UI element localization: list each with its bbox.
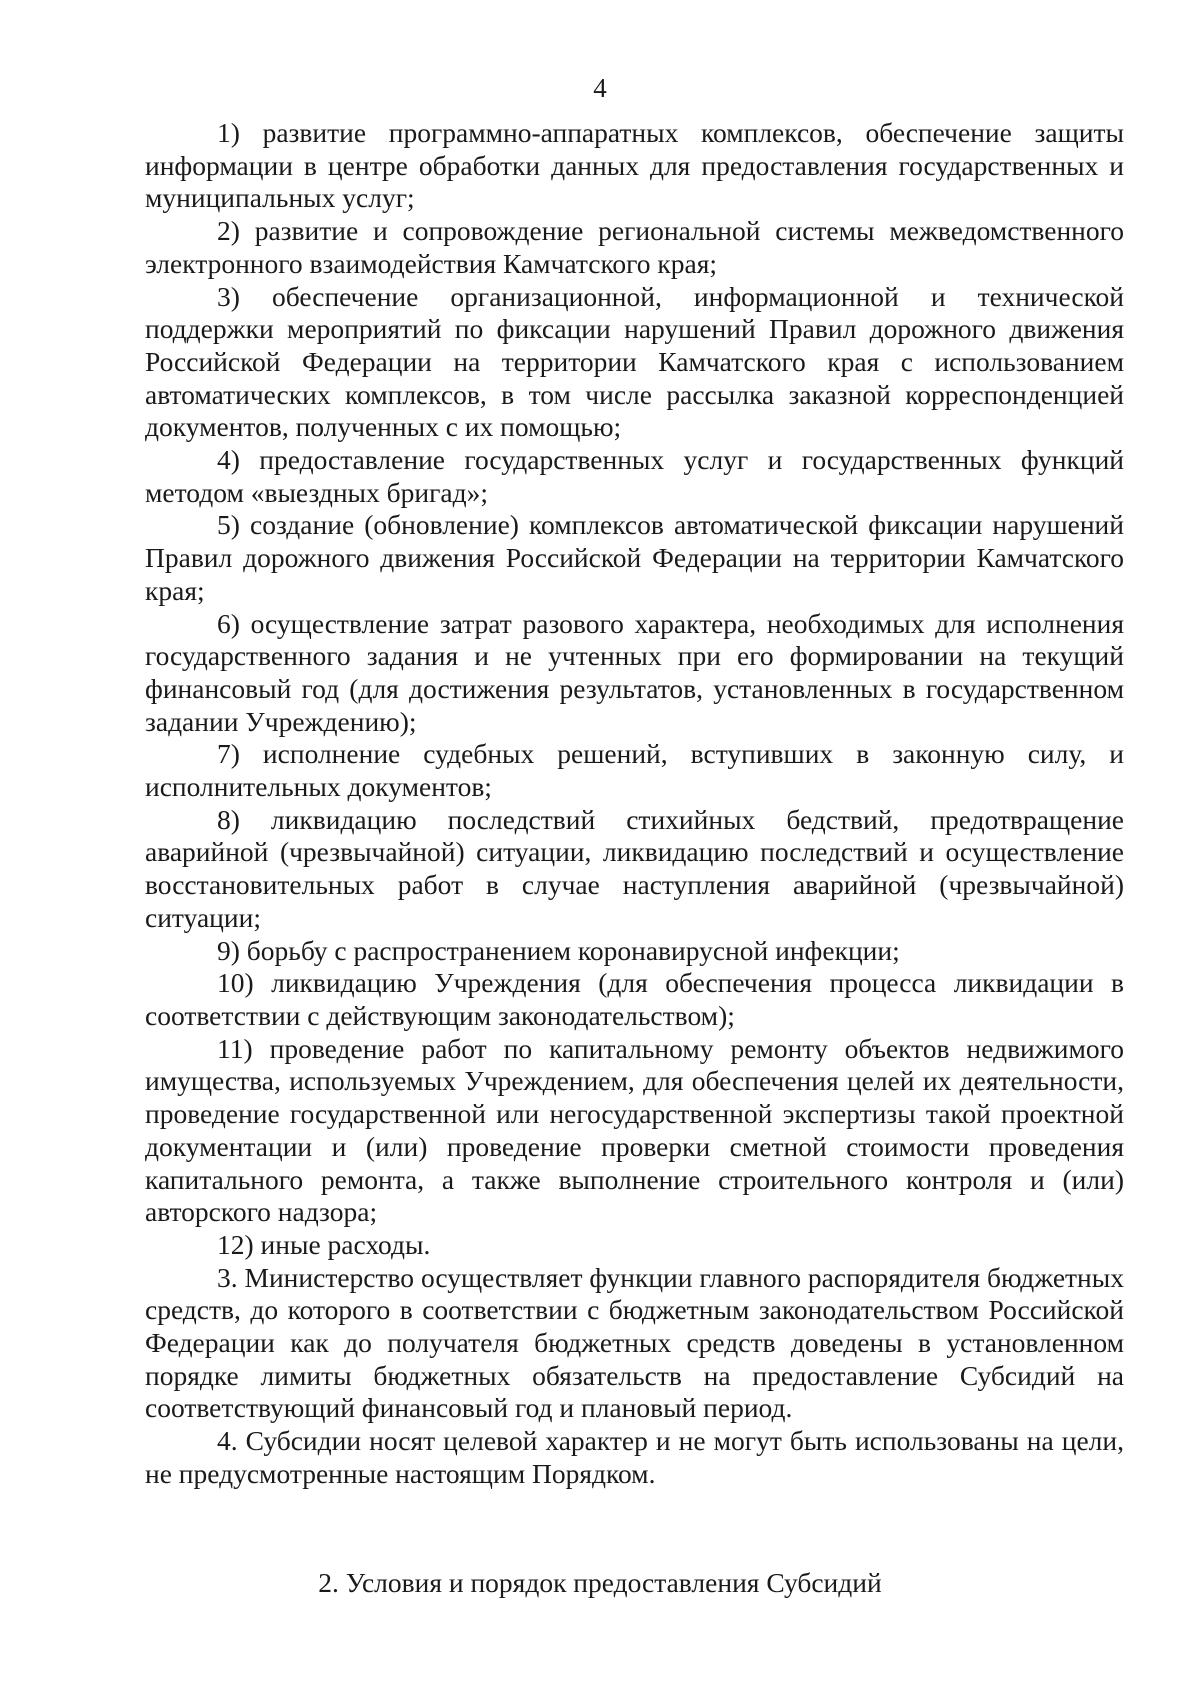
document-body	[145, 117, 1124, 1491]
clause-4: 4. Субсидии носят целевой характер и не могут быть использованы на цели, не предусмотренные настоящим Порядком.	[145, 1425, 1124, 1489]
list-item-2: 2) развитие и сопровождение региональной системы межведомственного электронного взаимодействия Камчатского края;	[145, 215, 1124, 279]
clause-3: 3. Министерство осуществляет функции главного распорядителя бюджетных средств, до которого в соответствии с бюджетным законодательством Российской Федерации как до получателя бюджетных средств доведены в установленном порядке лимиты бюджетных обязательств на предоставление Субсидий на соответствующий финансовый год и плановый период.	[145, 1261, 1124, 1424]
page-number: 4	[593, 73, 607, 103]
list-item-6: 6) осуществление затрат разового характера, необходимых для исполнения государственного задания и не учтенных при его формировании на текущий финансовый год (для достижения результатов, установленных в государственном задании Учреждению);	[145, 607, 1124, 737]
list-item-10: 10) ликвидацию Учреждения (для обеспечения процесса ликвидации в соответствии с действующим законодательством);	[145, 967, 1124, 1031]
list-item-11: 11) проведение работ по капитальному ремонту объектов недвижимого имущества, используемых Учреждением, для обеспечения целей их деятельности, проведение государственной или негосударственной экспертизы такой проектной документации и (или) проведение проверки сметной стоимости проведения капитального ремонта, а также выполнение строительного контроля и (или) авторского надзора;	[145, 1032, 1124, 1228]
list-item-7: 7) исполнение судебных решений, вступивших в законную силу, и исполнительных документов;	[145, 738, 1124, 803]
list-item-9: 9) борьбу с распространением коронавирусной инфекции;	[217, 934, 900, 966]
list-item-4: 4) предоставление государственных услуг и государственных функций методом «выездных бригад»;	[145, 444, 1124, 508]
section-heading: 2. Условия и порядок предоставления Субсидий	[318, 1567, 882, 1598]
list-item-5: 5) создание (обновление) комплексов автоматической фиксации нарушений Правил дорожного движения Российской Федерации на территории Камчатского края;	[145, 509, 1124, 606]
list-item-1: 1) развитие программно-аппаратных комплексов, обеспечение защиты информации в центре обработки данных для предоставления государственных и муниципальных услуг;	[145, 117, 1124, 214]
list-item-12: 12) иные расходы.	[217, 1228, 431, 1260]
list-item-3: 3) обеспечение организационной, информационной и технической поддержки мероприятий по фиксации нарушений Правил дорожного движения Российской Федерации на территории Камчатского края с использованием автоматических комплексов, в том числе рассылка заказной корреспонденцией документов, полученных с их помощью;	[145, 280, 1124, 443]
list-item-8: 8) ликвидацию последствий стихийных бедствий, предотвращение аварийной (чрезвычайной) ситуации, ликвидацию последствий и осуществление восстановительных работ в случае наступления аварийной (чрезвычайной) ситуации;	[145, 803, 1124, 933]
